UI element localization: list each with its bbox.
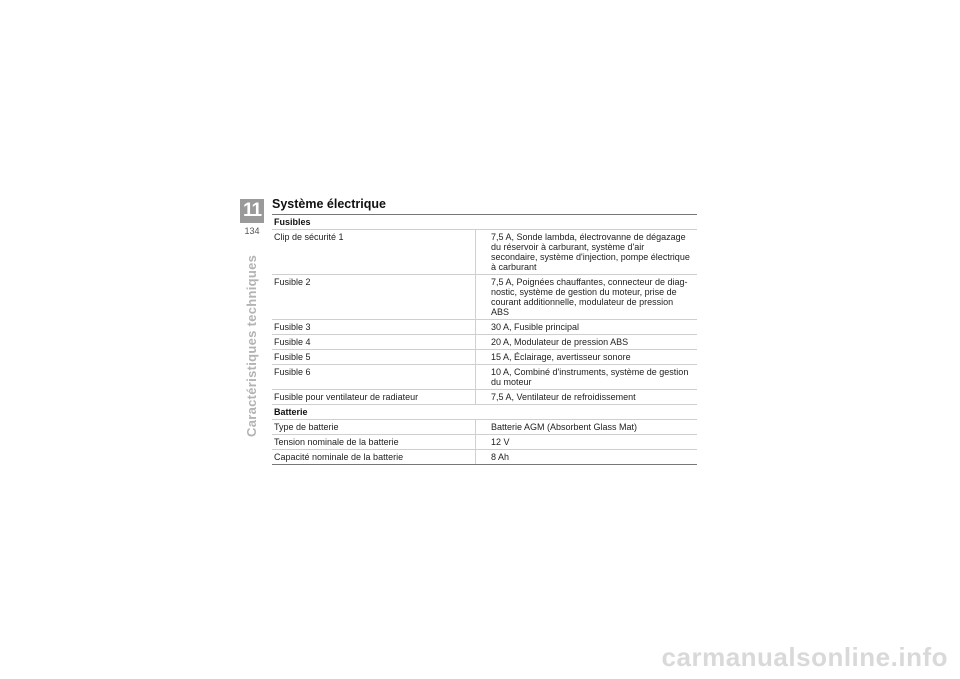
row-value: 8 Ah	[476, 450, 698, 465]
page-number: 134	[244, 226, 260, 236]
battery-group-header	[272, 405, 697, 420]
table-row	[272, 420, 697, 435]
site-watermark: carmanualsonline.info	[661, 642, 948, 672]
chapter-side-title: Caractéristiques techniques	[244, 254, 259, 437]
table-row	[272, 450, 697, 465]
table-row	[272, 230, 697, 275]
row-label: Type de batterie	[272, 420, 476, 435]
row-value: 20 A, Modulateur de pression ABS	[476, 335, 698, 350]
table-row	[272, 365, 697, 390]
table-row	[272, 390, 697, 405]
table-row	[272, 275, 697, 320]
row-label: Tension nominale de la batterie	[272, 435, 476, 450]
row-value: 7,5 A, Poignées chauffantes, connecteur de diag- nostic, système de gestion du moteur, prise de courant additionnelle, modulateur de pression ABS	[476, 275, 698, 320]
row-label: Fusible 3	[272, 320, 476, 335]
table-row	[272, 435, 697, 450]
row-label: Fusible 6	[272, 365, 476, 390]
row-value: 30 A, Fusible principal	[476, 320, 698, 335]
row-value: Batterie AGM (Absorbent Glass Mat)	[476, 420, 698, 435]
chapter-number-badge: 11	[240, 199, 264, 223]
table-row	[272, 320, 697, 335]
row-label: Fusible 5	[272, 350, 476, 365]
battery-heading: Batterie	[272, 405, 697, 420]
row-label: Fusible 2	[272, 275, 476, 320]
fuses-group-header	[272, 215, 697, 230]
row-label: Clip de sécurité 1	[272, 230, 476, 275]
row-value: 12 V	[476, 435, 698, 450]
row-value: 15 A, Éclairage, avertisseur sonore	[476, 350, 698, 365]
electrical-spec-table	[272, 214, 697, 465]
fuses-heading: Fusibles	[272, 215, 697, 230]
row-label: Capacité nominale de la batterie	[272, 450, 476, 465]
row-value: 7,5 A, Sonde lambda, électrovanne de dégazage du réservoir à carburant, système d'air secondaire, système d'injection, pompe électrique à carburant	[476, 230, 698, 275]
section-title: Système électrique	[272, 197, 386, 211]
row-value: 10 A, Combiné d'instruments, système de gestion du moteur	[476, 365, 698, 390]
row-label: Fusible 4	[272, 335, 476, 350]
table-row	[272, 350, 697, 365]
table-row	[272, 335, 697, 350]
row-label: Fusible pour ventilateur de radiateur	[272, 390, 476, 405]
row-value: 7,5 A, Ventilateur de refroidissement	[476, 390, 698, 405]
